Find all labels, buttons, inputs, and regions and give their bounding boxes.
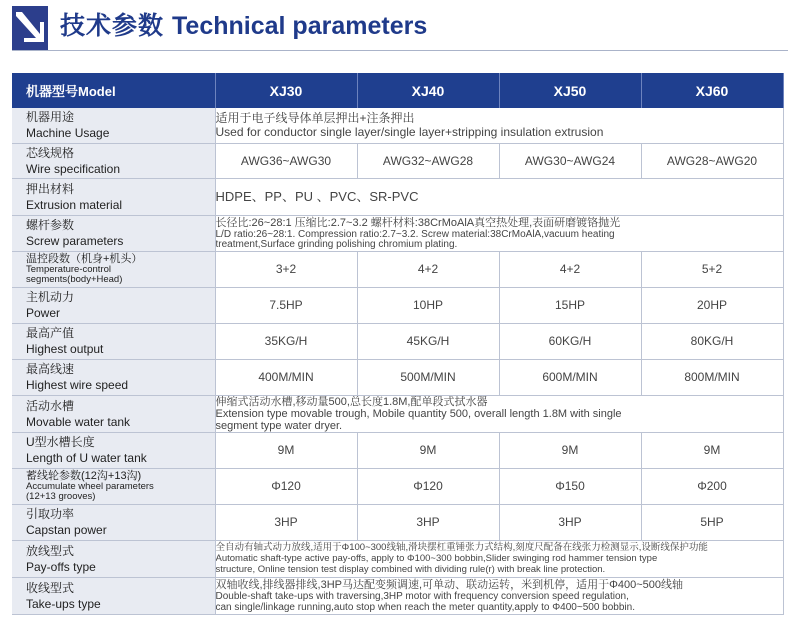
label-cn: 收线型式 — [26, 580, 75, 595]
label-cn: 主机动力 — [26, 290, 75, 304]
value-xj40: Φ120 — [357, 468, 499, 504]
value-xj30: 3HP — [215, 504, 357, 540]
value-xj30: 9M — [215, 432, 357, 468]
label-cn: 放线型式 — [26, 543, 75, 558]
value-xj60: 5+2 — [641, 251, 783, 287]
value-xj30: 3+2 — [215, 251, 357, 287]
value-en-2: can single/linkage running,auto stop when reach the meter quantity,apply to Φ400~500 bobbin. — [215, 601, 635, 613]
value-xj60: Φ200 — [641, 468, 783, 504]
value-xj60: 20HP — [641, 287, 783, 323]
table-row-u-tank — [12, 432, 783, 468]
label-en: Movable water tank — [26, 414, 131, 429]
value-cn: 伸缩式活动水槽,移动量500,总长度1.8M,配单段式拭水器 — [215, 395, 488, 408]
value-xj30: 35KG/H — [215, 323, 357, 359]
title-divider — [12, 50, 788, 51]
value-xj40: AWG32~AWG28 — [357, 143, 499, 178]
label-en: Screw parameters — [26, 234, 124, 248]
value-cn: 双轴收线,排线器排线,3HP马达配变频调速,可单动、联动运转，米到机停，适用于Φ400~500线轴 — [215, 578, 683, 591]
row-label — [12, 215, 215, 251]
page-title — [60, 8, 427, 44]
payoff-value — [215, 540, 783, 577]
value-en-1: Extension type movable trough, Mobile quantity 500, overall length 1.8M with single — [215, 407, 622, 420]
table-row-output — [12, 323, 783, 359]
label-en: Highest output — [26, 342, 104, 356]
water-tank-value — [215, 395, 783, 432]
label-en: Machine Usage — [26, 126, 110, 141]
value-en-1: Double-shaft take-ups with traversing,3HP motor with frequency conversion speed regulation, — [215, 590, 629, 602]
table-header-row — [12, 73, 783, 108]
label-en-1: Accumulate wheel parameters — [26, 481, 154, 492]
page-header — [0, 0, 800, 58]
table-row-payoff — [12, 540, 783, 577]
value-cn: 全自动有轴式动力放线,适用于Φ100~300线轴,滑块摆杠重锤张力式结构,刻度尺配备在线张力检测显示,设断线保护功能 — [215, 542, 708, 553]
table-row-temp — [12, 251, 783, 287]
value-xj50: AWG30~AWG24 — [499, 143, 641, 178]
table-row-material — [12, 178, 783, 215]
table-row-screw — [12, 215, 783, 251]
row-label — [12, 504, 215, 540]
row-label — [12, 178, 215, 215]
row-label — [12, 287, 215, 323]
value-cn: 长径比:26~28:1 压缩比:2.7~3.2 螺杆材料:38CrMoAlA真空热处理,表面研磨镀铬抛光 — [215, 216, 621, 229]
model-header-xj50: XJ50 — [499, 73, 641, 108]
value-xj60: 80KG/H — [641, 323, 783, 359]
value-en-2: treatment,Surface grinding polishing chromium plating. — [215, 238, 458, 250]
label-en-2: segments(body+Head) — [26, 274, 123, 285]
label-cn: 最高产值 — [26, 326, 75, 340]
value-xj60: 9M — [641, 432, 783, 468]
label-cn: 押出材料 — [26, 181, 75, 196]
value-en: Used for conductor single layer/single layer+stripping insulation extrusion — [215, 125, 604, 140]
material-value — [215, 178, 783, 215]
label-en-1: Temperature-control — [26, 264, 112, 275]
label-en: Capstan power — [26, 523, 107, 537]
label-cn: 温控段数（机身+机头） — [26, 253, 143, 265]
label-en: Take-ups type — [26, 596, 101, 611]
row-label — [12, 143, 215, 178]
table-row-power — [12, 287, 783, 323]
value-cn: 适用于电子线导体单层押出+注条押出 — [215, 111, 415, 126]
model-header-xj60: XJ60 — [641, 73, 783, 108]
label-cn: 引取功率 — [26, 507, 75, 521]
label-en: Pay-offs type — [26, 559, 96, 574]
value-xj50: 15HP — [499, 287, 641, 323]
value-xj30: Φ120 — [215, 468, 357, 504]
table-row-speed — [12, 359, 783, 395]
table-row-usage — [12, 108, 783, 143]
label-en: Wire specification — [26, 161, 121, 176]
value-xj50: Φ150 — [499, 468, 641, 504]
value-en-2: structure, Online tension test display combined with dividing rule(r) with break line protection. — [215, 564, 606, 575]
value-text: HDPE、PP、PU 、PVC、SR-PVC — [215, 188, 419, 204]
value-en-2: segment type water dryer. — [215, 419, 343, 432]
label-en: Extrusion material — [26, 197, 123, 212]
usage-value — [215, 108, 783, 143]
row-label — [12, 468, 215, 504]
value-xj40: 500M/MIN — [357, 359, 499, 395]
spec-table — [12, 73, 784, 615]
label-cn: 机器用途 — [26, 110, 75, 125]
value-xj50: 9M — [499, 432, 641, 468]
value-en-1: Automatic shaft-type active pay-offs, apply to Φ100~300 bobbin,Slider swinging rod hammer tension type — [215, 553, 658, 564]
row-label — [12, 540, 215, 577]
table-row-capstan — [12, 504, 783, 540]
table-row-wire-spec — [12, 143, 783, 178]
row-label — [12, 251, 215, 287]
arrow-square-logo-icon — [12, 6, 48, 50]
label-cn: 活动水槽 — [26, 398, 75, 413]
table-row-accumulator — [12, 468, 783, 504]
row-label — [12, 395, 215, 432]
model-header-xj40: XJ40 — [357, 73, 499, 108]
value-xj60: 5HP — [641, 504, 783, 540]
row-label — [12, 577, 215, 614]
value-xj40: 4+2 — [357, 251, 499, 287]
label-cn: 最高线速 — [26, 362, 75, 376]
model-header-label: 机器型号Model — [12, 73, 215, 108]
label-cn: U型水槽长度 — [26, 435, 95, 449]
label-en-2: (12+13 grooves) — [26, 491, 96, 502]
label-cn: 蓄线轮参数(12沟+13沟) — [26, 470, 142, 482]
label-en: Length of U water tank — [26, 451, 147, 465]
value-xj50: 60KG/H — [499, 323, 641, 359]
row-label — [12, 359, 215, 395]
table-row-takeup — [12, 577, 783, 614]
value-xj40: 9M — [357, 432, 499, 468]
value-xj30: 7.5HP — [215, 287, 357, 323]
value-xj60: 800M/MIN — [641, 359, 783, 395]
value-xj30: 400M/MIN — [215, 359, 357, 395]
value-en-1: L/D ratio:26~28:1. Compression ratio:2.7~3.2. Screw material:38CrMoAlA,vacuum heating — [215, 228, 615, 240]
value-xj50: 3HP — [499, 504, 641, 540]
value-xj50: 4+2 — [499, 251, 641, 287]
row-label — [12, 432, 215, 468]
label-en: Power — [26, 306, 61, 320]
value-xj60: AWG28~AWG20 — [641, 143, 783, 178]
label-cn: 芯线规格 — [26, 145, 75, 160]
row-label — [12, 323, 215, 359]
value-xj40: 3HP — [357, 504, 499, 540]
screw-value — [215, 215, 783, 251]
value-xj50: 600M/MIN — [499, 359, 641, 395]
page-title-cn: 技术参数 — [60, 12, 165, 40]
label-cn: 螺杆参数 — [26, 218, 75, 232]
row-label — [12, 108, 215, 143]
takeup-value — [215, 577, 783, 614]
value-xj40: 45KG/H — [357, 323, 499, 359]
page-title-en: Technical parameters — [172, 12, 428, 40]
table-row-water-tank — [12, 395, 783, 432]
value-xj30: AWG36~AWG30 — [215, 143, 357, 178]
label-en: Highest wire speed — [26, 378, 129, 392]
value-xj40: 10HP — [357, 287, 499, 323]
model-header-xj30: XJ30 — [215, 73, 357, 108]
